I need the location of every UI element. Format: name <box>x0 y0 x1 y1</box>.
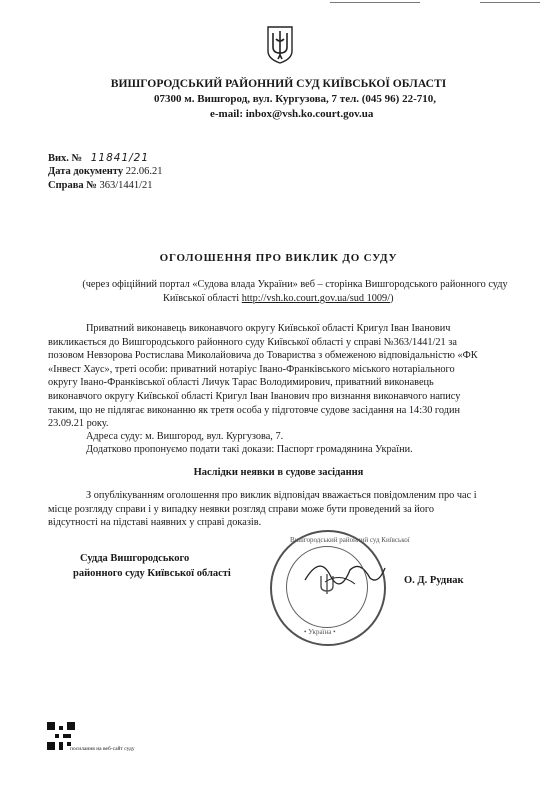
consequence-line: місце розгляду справи і у випадку неявки розгляд справи може бути проведений за його <box>48 503 434 515</box>
scan-mark <box>480 2 540 3</box>
subtitle-prefix: Київської області <box>163 293 242 304</box>
subtitle-suffix: ) <box>390 293 394 304</box>
court-email: e-mail: inbox@vsh.ko.court.gov.ua <box>210 108 374 120</box>
judge-role-line2: районного суду Київської області <box>73 568 231 579</box>
case-number <box>48 180 153 191</box>
court-name: ВИШГОРОДСЬКИЙ РАЙОННИЙ СУД КИЇВСЬКОЇ ОБЛАСТІ <box>110 77 447 90</box>
document-date <box>48 166 162 177</box>
subtitle-line2 <box>163 293 394 304</box>
judge-name: О. Д. Руднак <box>404 575 464 586</box>
body-line: викликається до Вишгородського районного суду Київської області у справі №363/1441/21 за <box>48 336 457 348</box>
stamp-top-text: Вишгородський районний суд Київської <box>290 536 410 544</box>
body-line: таким, що не підлягає виконанню як третя особа у підготовче судове засідання на 14:30 годин <box>48 404 461 416</box>
stamp-trident-icon <box>317 572 337 598</box>
consequence-paragraph <box>48 489 524 530</box>
consequence-line: З опублікуванням оголошення про виклик відповідач вважається повідомленим про час і <box>86 490 477 501</box>
date-value: 22.06.21 <box>125 166 163 177</box>
body-line: 23.09.21 року. <box>48 418 109 430</box>
outgoing-number <box>48 152 149 164</box>
date-label: Дата документу <box>48 166 124 177</box>
court-website-link[interactable]: http://vsh.ko.court.gov.ua/sud 1009/ <box>241 293 391 304</box>
judge-role-line1: Судда Вишгородського <box>80 553 190 564</box>
official-stamp <box>270 530 410 646</box>
body-line: позовом Невзорова Ростислава Миколайовича до Товариства з обмеженою відповідальністю «ФК <box>48 350 478 362</box>
subtitle-line1: (через офіційний портал «Судова влада України» веб – сторінка Вишгородського районного суду <box>82 279 508 290</box>
case-label: Справа № <box>48 180 97 191</box>
body-line: округу Івано-Франківської області Личук Тарас Володимирович, приватний виконавець <box>48 377 434 389</box>
court-address-line: Адреса суду: м. Вишгород, вул. Кургузова, 7. <box>86 431 284 442</box>
evidence-line: Додатково пропонуємо подати такі докази: Паспорт громадянина України. <box>86 444 413 455</box>
court-address: 07300 м. Вишгород, вул. Кургузова, 7 тел. (045 96) 22-710, <box>153 93 437 105</box>
outgoing-label: Вих. № <box>48 153 83 164</box>
body-line: Приватний виконавець виконавчого округу Київської області Кригул Іван Іванович <box>86 323 451 334</box>
outgoing-value: 11841/21 <box>90 152 150 164</box>
section-title: Наслідки неявки в судове засідання <box>193 467 364 478</box>
stamp-bottom-text: • Україна • <box>304 628 336 636</box>
coat-of-arms-icon <box>266 25 294 65</box>
scan-mark <box>330 2 420 3</box>
case-value: 363/1441/21 <box>99 180 153 191</box>
body-line: виконавчого округу Київської області Кригул Іван Іванович про визнання виконавчого напису <box>48 390 461 402</box>
body-paragraph <box>48 322 524 431</box>
consequence-line: відсутності на підставі наявних у справі доказів. <box>48 517 262 529</box>
qr-caption: посилання на веб-сайт суду <box>70 746 135 752</box>
document-title: ОГОЛОШЕННЯ ПРО ВИКЛИК ДО СУДУ <box>159 252 398 264</box>
body-line: «Інвест Хаус», треті особи: приватний нотаріус Івано-Франківського міського нотаріального <box>48 363 455 375</box>
